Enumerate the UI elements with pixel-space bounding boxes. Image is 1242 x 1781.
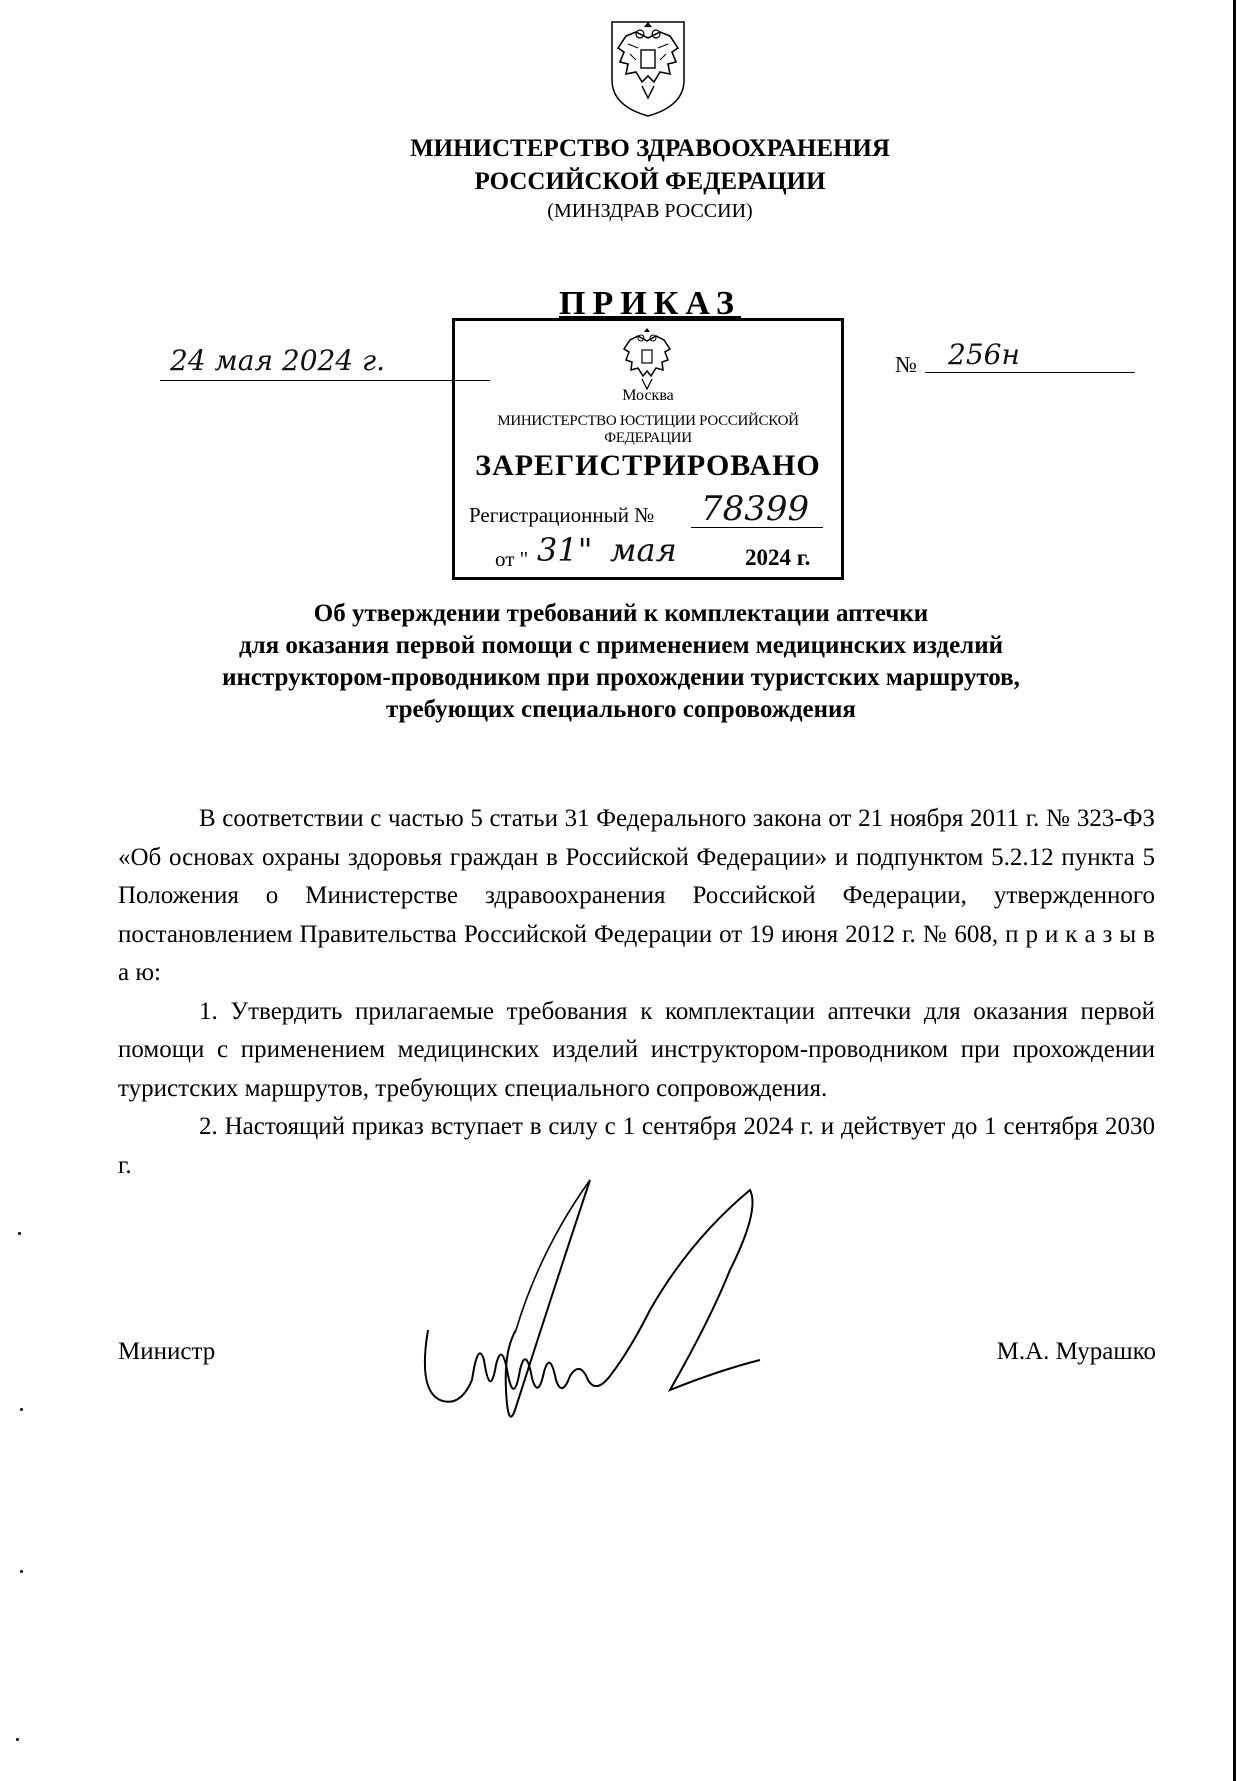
order-number-line xyxy=(925,372,1135,373)
stamp-ministry: МИНИСТЕРСТВО ЮСТИЦИИ РОССИЙСКОЙ ФЕДЕРАЦИИ xyxy=(497,413,799,446)
scan-border xyxy=(1233,0,1236,1781)
handwritten-signature xyxy=(420,1150,780,1450)
scan-speck xyxy=(20,1408,23,1411)
body-paragraph-item2: 2. Настоящий приказ вступает в силу с 1 сентября 2024 г. и действует до 1 сентября 2030 г. xyxy=(118,1113,1155,1179)
stamp-date-prefix: от " xyxy=(495,547,529,571)
signatory-position: Министр xyxy=(118,1338,216,1365)
stamp-city: Москва xyxy=(622,387,674,404)
body-paragraph-preamble: В соответствии с частью 5 статьи 31 Федерального закона от 21 ноября 2011 г. № 323-ФЗ «Об основах охраны здоровья граждан в Российской Федерации» и подпунктом 5.2.12 пункта 5 Положения о Министерстве здравоохранения Российской Федерации, утвержденного постановлением Правительства Российской Федерации от 19 июня 2012 г. № 608, п р и к а з ы в а ю: xyxy=(118,805,1155,986)
subject-line4: требующих специального сопровождения xyxy=(386,696,856,723)
registration-stamp xyxy=(452,318,844,580)
subject-line3: инструктором-проводником при прохождении туристских маршрутов, xyxy=(222,664,1020,691)
document-type-title: ПРИКАЗ xyxy=(559,285,741,322)
signatory-name: М.А. Мурашко xyxy=(996,1338,1156,1365)
order-number: 256н xyxy=(948,338,1020,371)
stamp-date-year: 2024 г. xyxy=(745,545,811,570)
stamp-date-day: 31" xyxy=(537,531,593,569)
stamp-status: ЗАРЕГИСТРИРОВАНО xyxy=(475,449,821,482)
order-number-label: № xyxy=(895,352,917,377)
body-paragraph-item1: 1. Утвердить прилагаемые требования к комплектации аптечки для оказания первой помощи с применением медицинских изделий инструктором-проводником при прохождении туристских маршрутов, требующих специального сопровождения. xyxy=(118,997,1155,1102)
ministry-name-line2: РОССИЙСКОЙ ФЕДЕРАЦИИ xyxy=(474,168,826,195)
stamp-date-month: мая xyxy=(610,531,677,569)
stamp-reg-number: 78399 xyxy=(701,489,810,529)
scan-speck xyxy=(20,1570,23,1573)
scan-speck xyxy=(18,1232,21,1235)
stamp-reg-number-label: Регистрационный № xyxy=(469,503,655,527)
subject-line2: для оказания первой помощи с применением медицинских изделий xyxy=(238,632,1004,659)
order-date: 24 мая 2024 г. xyxy=(170,344,386,377)
ministry-name-line1: МИНИСТЕРСТВО ЗДРАВООХРАНЕНИЯ xyxy=(410,135,890,162)
ministry-short-name: (МИНЗДРАВ РОССИИ) xyxy=(547,200,753,222)
scan-speck xyxy=(16,1738,19,1741)
subject-line1: Об утверждении требований к комплектации аптечки xyxy=(313,600,929,627)
order-subject xyxy=(0,598,1242,726)
order-body xyxy=(118,800,1155,1185)
coat-of-arms-icon xyxy=(606,18,690,118)
